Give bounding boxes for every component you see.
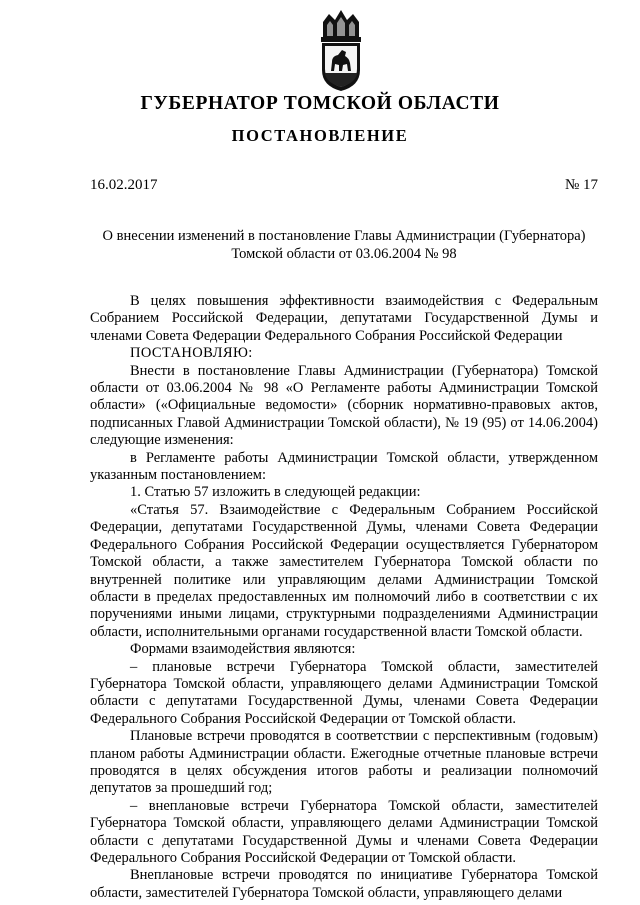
- document-date: 16.02.2017: [90, 177, 158, 193]
- tomsk-coat-of-arms-icon: [318, 8, 364, 92]
- paragraph: Плановые встречи проводятся в соответствии с перспективным (годовым) планом работы Администрации области. Ежегодные отчетные плановые встречи проводятся в целях обсуждения итогов работы и реализации полномочий депутатов за прошедший год;: [90, 728, 598, 797]
- paragraph: В целях повышения эффективности взаимодействия с Федеральным Собранием Российской Федерации, депутатами Государственной Думы и членами Совета Федерации Федерального Собрания Российской Федерации: [90, 293, 598, 344]
- document-type: ПОСТАНОВЛЕНИЕ: [231, 126, 409, 145]
- paragraph: – плановые встречи Губернатора Томской области, заместителей Губернатора Томской области, управляющего делами Администрации Томской области с депутатами Государственной Думы, членами Совета Федерации Федерального Собрания Российской Федерации от Томской области.: [90, 658, 598, 727]
- decree-paragraph: ПОСТАНОВЛЯЮ:: [130, 345, 253, 362]
- paragraph: в Регламенте работы Администрации Томской области, утвержденном указанным постановлением:: [90, 449, 598, 484]
- paragraph: «Статья 57. Взаимодействие с Федеральным Собранием Российской Федерации, депутатами Государственной Думы, членами Совета Федерации Федерального Собрания Российской Федерации осуществляется Губернатором Томской области, а также заместителем Губернатора Томской области по внутренней политике или управляющим делами Администрации Томской области в пределах предоставленных им полномочий либо в соответствии с их поручениями иными лицами, структурными подразделениями Администрации области, исполнительными органами государственной власти Томской области.: [90, 501, 598, 640]
- paragraph: 1. Статью 57 изложить в следующей редакции:: [130, 484, 421, 501]
- document-number: № 17: [564, 177, 598, 193]
- paragraph: – внеплановые встречи Губернатора Томской области, заместителей Губернатора Томской области, управляющего делами Администрации Томской области с депутатами Государственной Думы и членами Совета Федерации Федерального Собрания Российской Федерации от Томской области.: [90, 797, 598, 866]
- document-subject: О внесении изменений в постановление Главы Администрации (Губернатора) Томской области от 03.06.2004 № 98: [102, 228, 586, 262]
- paragraph: Внеплановые встречи проводятся по инициативе Губернатора Томской области, заместителей Губернатора Томской области, управляющего делами: [90, 867, 598, 901]
- paragraph: Внести в постановление Главы Администрации (Губернатора) Томской области от 03.06.2004 № 98 «О Регламенте работы Администрации Томской области» («Официальные ведомости» (сборник нормативно-правовых актов, подписанных Главой Администрации Томской области), № 19 (95) от 14.06.2004) следующие изменения:: [90, 362, 598, 449]
- document-body: [90, 293, 598, 902]
- paragraph: Формами взаимодействия являются:: [130, 641, 356, 658]
- issuer-title: ГУБЕРНАТОР ТОМСКОЙ ОБЛАСТИ: [140, 93, 500, 114]
